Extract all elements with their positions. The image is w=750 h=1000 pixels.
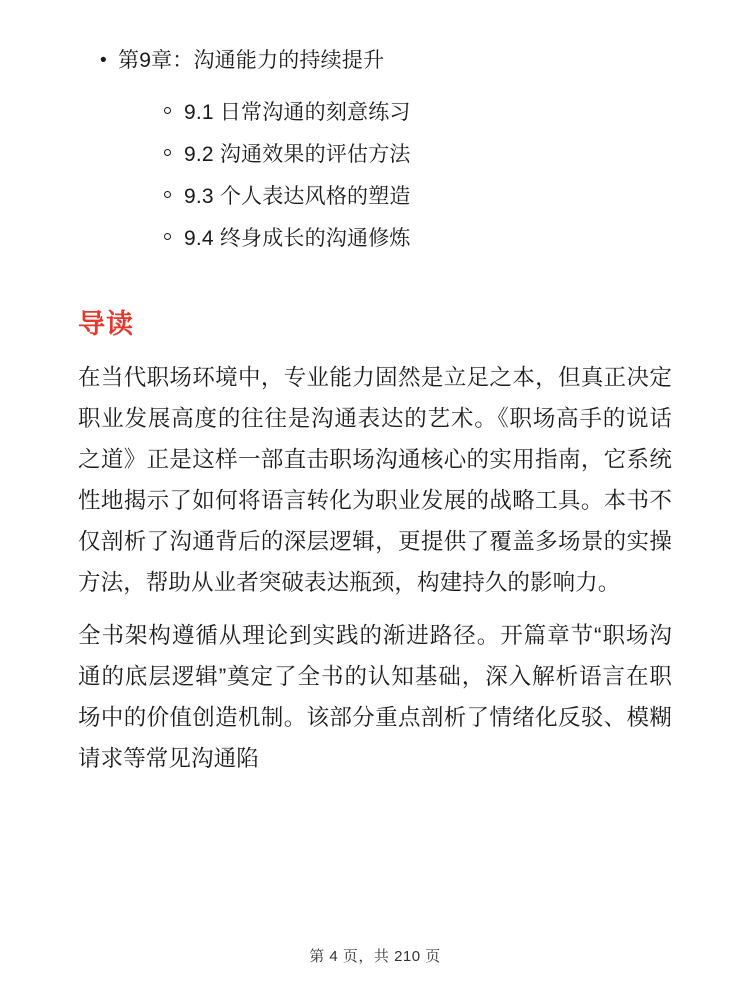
outline-section-item[interactable] xyxy=(164,92,672,134)
body-paragraph: 全书架构遵循从理论到实践的渐进路径。开篇章节“职场沟通的底层逻辑”奠定了全书的认知基础，深入解析语言在职场中的价值创造机制。该部分重点剖析了情绪化反驳、模糊请求等常见沟通陷 xyxy=(78,623,672,771)
outline-chapter-label: 第9章：沟通能力的持续提升 xyxy=(118,49,385,72)
outline-section-item[interactable] xyxy=(164,218,672,260)
circle-outline-icon xyxy=(164,218,184,260)
page-footer: 第 4 页，共 210 页 xyxy=(309,948,441,965)
outline-chapter-item[interactable] xyxy=(100,44,672,78)
outline-section-item[interactable] xyxy=(164,176,672,218)
circle-outline-icon xyxy=(164,176,184,218)
body-paragraph: 在当代职场环境中，专业能力固然是立足之本，但真正决定职业发展高度的往往是沟通表达的艺术。《职场高手的说话之道》正是这样一部直击职场沟通核心的实用指南，它系统性地揭示了如何将语言转化为职业发展的战略工具。本书不仅剖析了沟通背后的深层逻辑，更提供了覆盖多场景的实操方法，帮助从业者突破表达瓶颈，构建持久的影响力。 xyxy=(78,365,672,595)
circle-outline-icon xyxy=(164,134,184,176)
section-heading: 导读 xyxy=(78,309,134,339)
outline-section-label: 9.1 日常沟通的刻意练习 xyxy=(184,101,411,124)
circle-outline-icon xyxy=(164,92,184,134)
outline-section-item[interactable] xyxy=(164,134,672,176)
outline-section-list xyxy=(78,92,672,260)
bullet-icon: • xyxy=(100,50,107,71)
outline-section-label: 9.3 个人表达风格的塑造 xyxy=(184,185,411,208)
outline-section-label: 9.2 沟通效果的评估方法 xyxy=(184,143,411,166)
outline-section-label: 9.4 终身成长的沟通修炼 xyxy=(184,227,411,250)
